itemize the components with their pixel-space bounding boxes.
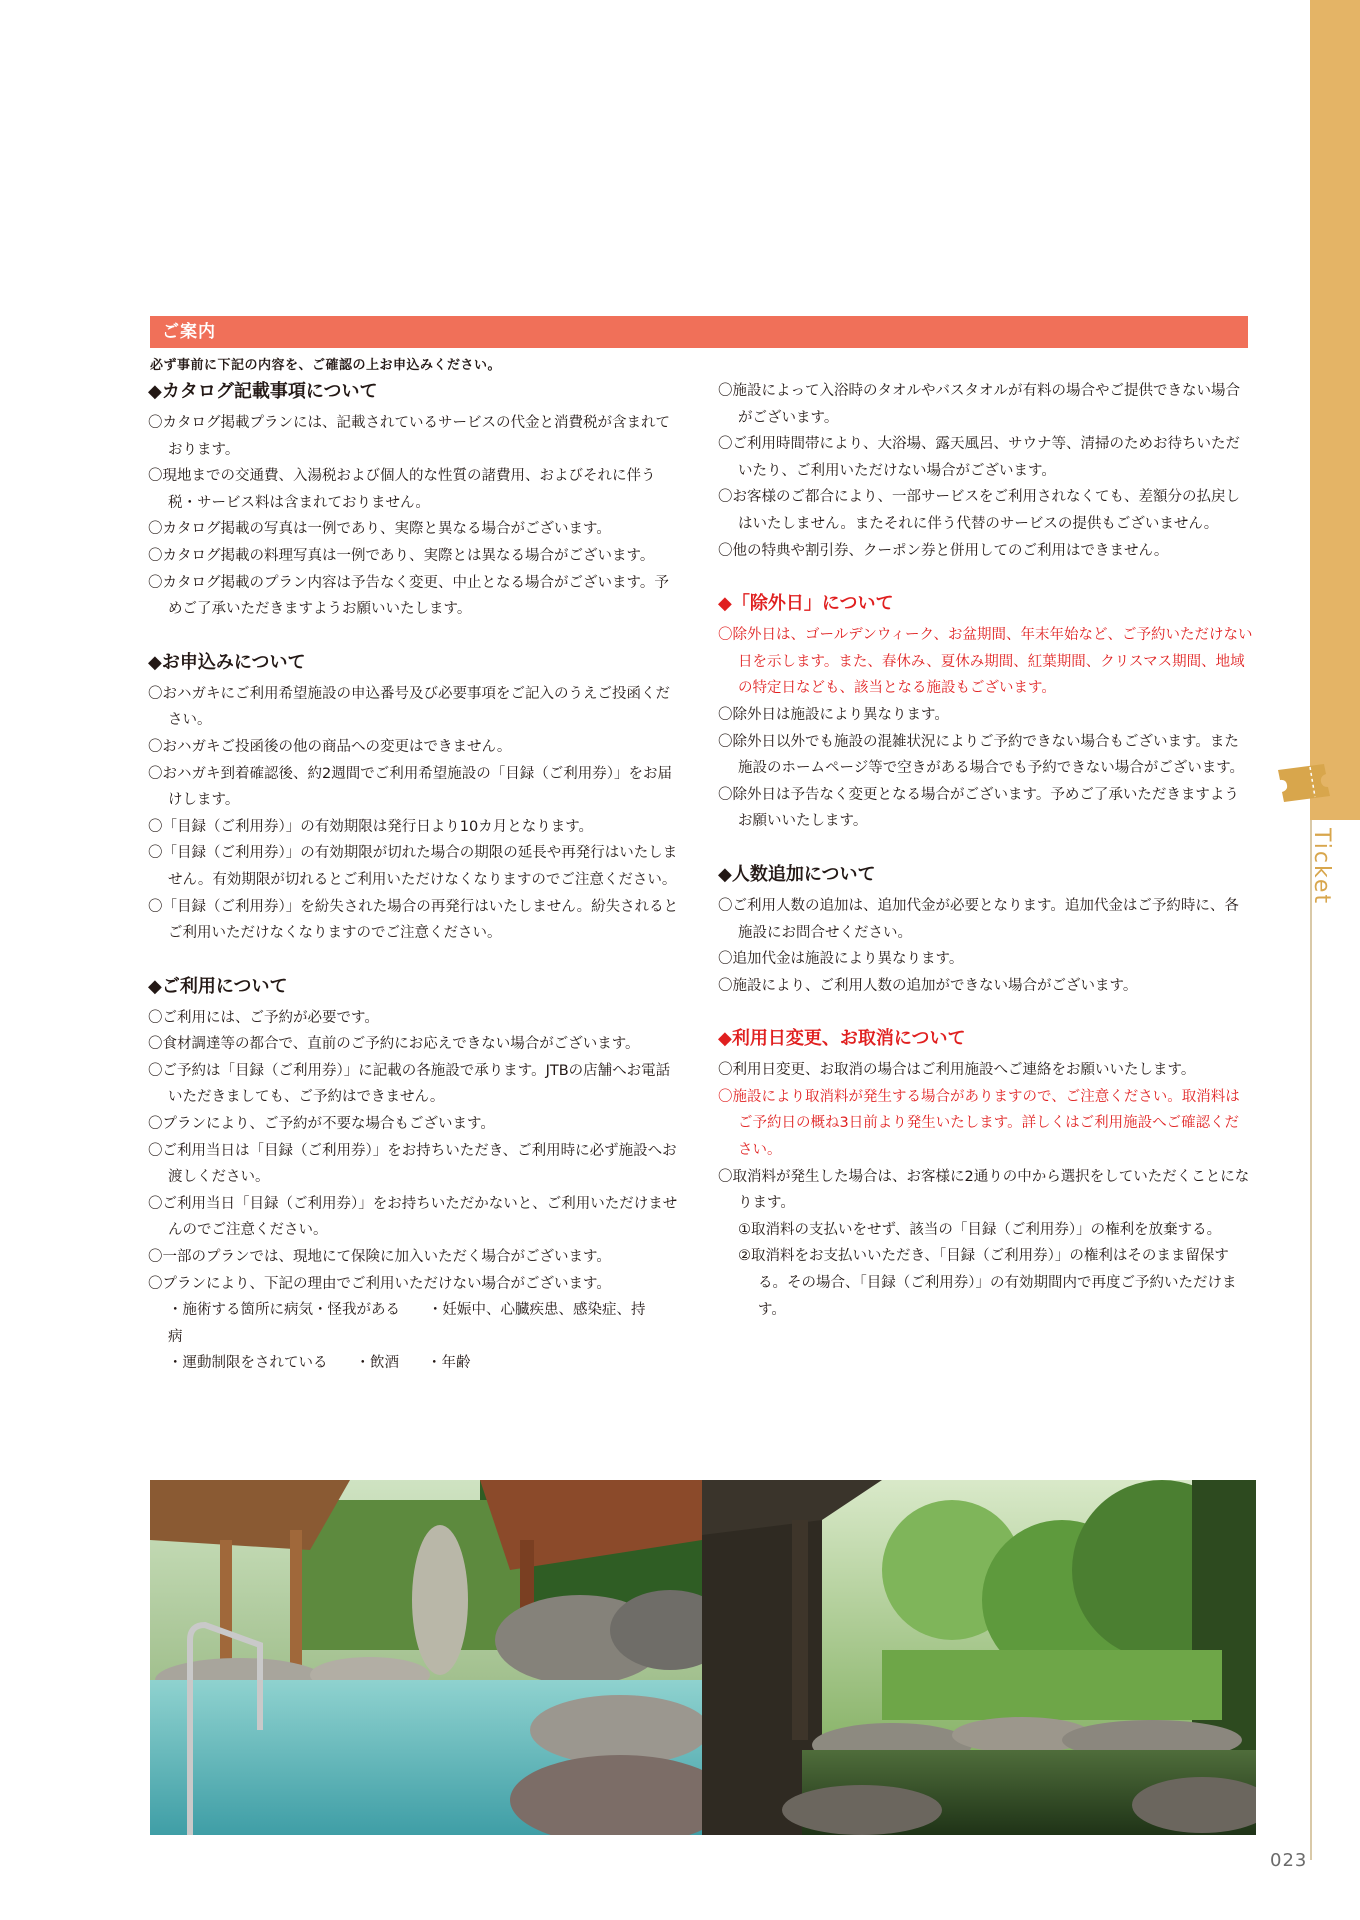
forest-bath-photo-right	[702, 1480, 1256, 1835]
right-column	[718, 378, 1253, 1323]
list-item: 〇ご利用には、ご予約が必要です。	[148, 1009, 379, 1026]
reason-item: ・妊娠中、心臓疾患、感染症、持病	[168, 1302, 646, 1345]
section-title: ◆お申込みについて	[148, 651, 306, 673]
list-item: 〇他の特典や割引券、クーポン券と併用してのご利用はできません。	[718, 542, 1169, 559]
list-item: 〇追加代金は施設により異なります。	[718, 951, 964, 968]
exclusion-days-section	[718, 590, 1253, 835]
list-item: 〇カタログ掲載の料理写真は一例であり、実際とは異なる場合がございます。	[148, 547, 655, 564]
list-item: 〇おハガキ到着確認後、約2週間でご利用希望施設の「目録（ご利用券）」をお届けします。	[148, 765, 672, 809]
list-item: 〇取消料が発生した場合は、お客様に2通りの中から選択をしていただくことになります。	[718, 1168, 1250, 1212]
list-item: 〇「目録（ご利用券）」を紛失された場合の再発行はいたしません。紛失されるとご利用いただけなくなりますのでご注意ください。	[148, 898, 679, 942]
add-people-section	[718, 861, 1253, 999]
list-item: 〇ご予約は「目録（ご利用券）」に記載の各施設で承ります。JTBの店舗へお電話いただきましても、ご予約はできません。	[148, 1062, 671, 1106]
list-item: 〇一部のプランでは、現地にて保険に加入いただく場合がございます。	[148, 1249, 611, 1266]
catalog-section	[148, 378, 683, 623]
list-item: 〇「目録（ご利用券）」の有効期限が切れた場合の期限の延長や再発行はいたしません。有効期限が切れるとご利用いただけなくなりますのでご注意ください。	[148, 845, 678, 888]
application-section	[148, 649, 683, 947]
sidebar-accent-tab	[1310, 0, 1360, 820]
list-item: 〇除外日は施設により異なります。	[718, 706, 949, 723]
outdoor-bath-photo-left	[150, 1480, 702, 1835]
section-title: ◆人数追加について	[718, 863, 876, 885]
intro-note: 必ず事前に下記の内容を、ご確認の上お申込みください。	[150, 358, 502, 373]
list-item: 〇カタログ掲載プランには、記載されているサービスの代金と消費税が含まれております。	[148, 415, 670, 458]
list-item: 〇施設によって入浴時のタオルやバスタオルが有料の場合やご提供できない場合がございます。	[718, 383, 1240, 426]
list-item-warning: 〇施設により取消料が発生する場合がありますので、ご注意ください。取消料はご予約日の概ね3日前より発生いたします。詳しくはご利用施設へご確認ください。	[718, 1088, 1240, 1159]
reasons-row	[148, 1350, 683, 1377]
list-item: 〇食材調達等の都合で、直前のご予約にお応えできない場合がございます。	[148, 1036, 640, 1053]
reasons-row	[148, 1297, 683, 1350]
list-item: 〇ご利用当日は「目録（ご利用券）」をお持ちいただき、ご利用時に必ず施設へお渡しください。	[148, 1142, 677, 1186]
change-cancel-section	[718, 1025, 1253, 1323]
list-item: 〇プランにより、ご予約が不要な場合もございます。	[148, 1116, 495, 1133]
list-item: 〇おハガキにご利用希望施設の申込番号及び必要事項をご記入のうえご投函ください。	[148, 685, 670, 729]
sidebar-ticket-label: Ticket	[1309, 828, 1334, 906]
list-item: 〇除外日は予告なく変更となる場合がございます。予めご了承いただきますようお願いいたします。	[718, 786, 1239, 830]
list-item: 〇おハガキご投函後の他の商品への変更はできません。	[148, 738, 512, 755]
list-item: 〇除外日以外でも施設の混雑状況によりご予約できない場合もございます。また施設のホームページ等で空きがある場合でも予約できない場合がございます。	[718, 733, 1245, 777]
list-item: 〇カタログ掲載の写真は一例であり、実際と異なる場合がございます。	[148, 521, 611, 538]
list-item: 〇プランにより、下記の理由でご利用いただけない場合がございます。	[148, 1275, 611, 1292]
list-item: 〇施設により、ご利用人数の追加ができない場合がございます。	[718, 977, 1138, 994]
usage-section	[148, 973, 683, 1377]
section-title: ◆カタログ記載事項について	[148, 381, 378, 402]
list-item: 〇お客様のご都合により、一部サービスをご利用されなくても、差額分の払戻しはいたしません。またそれに伴う代替のサービスの提供もございません。	[718, 489, 1240, 532]
list-item: 〇利用日変更、お取消の場合はご利用施設へご連絡をお願いいたします。	[718, 1062, 1196, 1079]
list-item: 〇「目録（ご利用券）」の有効期限は発行日より10カ月となります。	[148, 818, 594, 835]
list-item-warning: 〇除外日は、ゴールデンウィーク、お盆期間、年末年始など、ご予約いただけない日を示します。また、春休み、夏休み期間、紅葉期間、クリスマス期間、地域の特定日なども、該当となる施設もございます。	[718, 627, 1253, 697]
left-column	[148, 378, 683, 1377]
section-title: ◆ご利用について	[148, 975, 288, 997]
ticket-icon	[1272, 760, 1330, 802]
section-title: ◆利用日変更、お取消について	[718, 1028, 966, 1050]
reason-item: ・飲酒	[355, 1355, 399, 1372]
section-title: ◆「除外日」について	[718, 593, 894, 615]
reason-item: ・運動制限をされている	[168, 1355, 328, 1372]
list-item: 〇ご利用人数の追加は、追加代金が必要となります。追加代金はご予約時に、各施設にお問合せください。	[718, 897, 1239, 941]
option-item: ②取消料をお支払いいただき、「目録（ご利用券）」の権利はそのまま留保する。その場合、「目録（ご利用券）」の有効期間内で再度ご予約いただけます。	[738, 1248, 1237, 1318]
list-item: 〇カタログ掲載のプラン内容は予告なく変更、中止となる場合がございます。予めご了承いただきますようお願いいたします。	[148, 574, 669, 618]
list-item: 〇現地までの交通費、入湯税および個人的な性質の諸費用、およびそれに伴う税・サービス料は含まれておりません。	[148, 468, 656, 511]
photo-strip	[150, 1480, 1256, 1835]
section-header-bar: ご案内	[150, 316, 1248, 348]
list-item: 〇ご利用当日「目録（ご利用券）」をお持ちいただかないと、ご利用いただけませんのでご注意ください。	[148, 1195, 678, 1239]
reason-item: ・施術する箇所に病気・怪我がある	[168, 1302, 400, 1319]
option-item: ①取消料の支払いをせず、該当の「目録（ご利用券）」の権利を放棄する。	[738, 1221, 1222, 1238]
page-number: 023	[1270, 1850, 1308, 1871]
reason-item: ・年齢	[427, 1355, 471, 1372]
facility-notes-section	[718, 378, 1253, 564]
sidebar-divider-line	[1310, 820, 1312, 1860]
list-item: 〇ご利用時間帯により、大浴場、露天風呂、サウナ等、清掃のためお待ちいただいたり、ご利用いただけない場合がございます。	[718, 436, 1240, 479]
